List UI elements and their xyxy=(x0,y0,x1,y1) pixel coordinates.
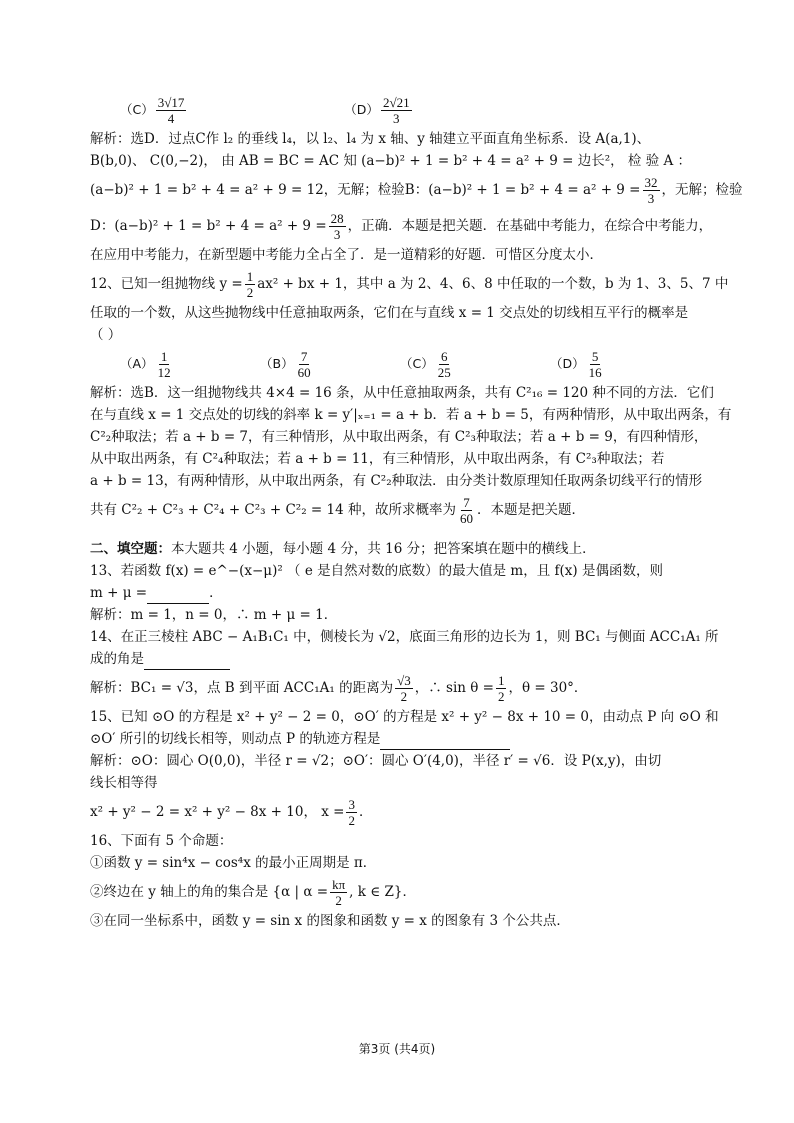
q12-solution-line-2: 在与直线 x = 1 交点处的切线的斜率 k = y′|ₓ₌₁ = a + b．若 a + b = 5，有两种情形，从中取出两条，有 xyxy=(90,407,732,423)
fraction-numerator: 3√17 xyxy=(157,94,185,110)
text: ax² + bx + 1，其中 a 为 2、4、6、8 中任取的一个数，b 为 1、3、5、7 中 xyxy=(257,276,729,292)
q11-solution-line-1: 解析：选D．过点C作 l₂ 的垂线 l₄，以 l₂、l₄ 为 x 轴、y 轴建立平面直角坐标系．设 A(a,1)、 xyxy=(90,131,651,147)
q12-solution-line-3: C²₂种取法；若 a + b = 7，有三种情形，从中取出两条，有 C²₃种取法；若 a + b = 9，有四种情形， xyxy=(90,429,708,445)
text: (a−b)² + 1 = b² + 4 = a² + 9 = 12，无解；检验B：(a−b)² + 1 = b² + 4 = a² + 9 = xyxy=(90,182,641,198)
fraction-denominator: 2 xyxy=(400,689,408,704)
q11-solution-line-3 xyxy=(90,172,743,208)
fraction xyxy=(436,349,453,380)
option-label: （B） xyxy=(260,356,294,371)
q14-stem-line-1: 14、在正三棱柱 ABC − A₁B₁C₁ 中，侧棱长为 √2，底面三角形的边长为 1，则 BC₁ 与侧面 ACC₁A₁ 所 xyxy=(90,629,719,645)
text: ．本题是把关题． xyxy=(477,502,585,518)
fraction-numerator: 3 xyxy=(348,797,355,812)
fraction-denominator: 2 xyxy=(335,893,342,908)
q12-option-b xyxy=(260,346,400,382)
option-label: （C） xyxy=(400,356,434,371)
text: ，无解；检验 xyxy=(661,182,743,198)
q12-option-d xyxy=(550,346,606,382)
fraction-numerator: 7 xyxy=(463,495,470,510)
q14-stem-line-2 xyxy=(90,648,710,670)
fraction xyxy=(296,349,313,380)
fraction-numerator: 28 xyxy=(330,211,344,226)
fraction xyxy=(395,673,413,704)
fraction-denominator: 12 xyxy=(157,364,171,380)
q15-stem-line-1: 15、已知 ⊙O 的方程是 x² + y² − 2 = 0，⊙O′ 的方程是 x² + y² − 8x + 10 = 0，由动点 P 向 ⊙O 和 xyxy=(90,709,719,725)
q16-stem: 16、下面有 5 个命题： xyxy=(90,833,233,849)
option-label: （A） xyxy=(120,356,154,371)
fraction xyxy=(156,95,187,126)
page-content xyxy=(90,92,743,932)
fraction xyxy=(330,877,347,908)
text: x² + y² − 2 = x² + y² − 8x + 10， x = xyxy=(90,804,345,820)
q12-option-a xyxy=(120,346,260,382)
fraction xyxy=(245,269,256,300)
fraction xyxy=(458,495,475,526)
q12-solution-line-6 xyxy=(90,492,710,528)
q12-stem-line-1 xyxy=(90,266,729,302)
text: , k ∈ Z}． xyxy=(349,884,416,900)
fraction-numerator: 1 xyxy=(497,673,505,688)
q11-solution-line-5: 在应用中考能力，在新型题中考能力全占全了．是一道精彩的好题．可惜区分度太小． xyxy=(90,247,603,263)
fraction-denominator: 3 xyxy=(393,110,400,126)
text: 解析：BC₁ = √3，点 B 到平面 ACC₁A₁ 的距离为 xyxy=(90,680,394,696)
q12-option-c xyxy=(400,346,550,382)
fraction xyxy=(496,673,507,704)
fraction-denominator: 3 xyxy=(333,227,341,242)
section-title: 二、填空题： xyxy=(90,541,171,557)
text: ． xyxy=(358,804,373,820)
fraction-denominator: 2 xyxy=(348,813,355,828)
text: ，θ = 30°． xyxy=(508,680,588,696)
fraction xyxy=(329,211,346,242)
fraction-numerator: 2√21 xyxy=(382,94,410,110)
q15-stem-line-2 xyxy=(90,728,710,750)
fraction-numerator: 32 xyxy=(644,175,658,190)
fraction-numerator: √3 xyxy=(397,673,411,688)
fraction-numerator: 5 xyxy=(591,348,599,364)
q13-solution: 解析：m = 1，n = 0，∴ m + μ = 1． xyxy=(90,607,338,623)
q14-solution xyxy=(90,670,710,706)
option-label: （C） xyxy=(120,102,154,117)
fraction xyxy=(643,175,660,206)
q16-proposition-1: ①函数 y = sin⁴x − cos⁴x 的最小正周期是 π． xyxy=(90,855,377,871)
text: ⊙O′ 所引的切线长相等，则动点 P 的轨迹方程是 xyxy=(90,731,381,747)
q11-option-d xyxy=(344,92,413,128)
fraction-numerator: 1 xyxy=(246,269,254,284)
q15-solution-line-1: 解析：⊙O：圆心 O(0,0)，半径 r = √2；⊙O′：圆心 O′(4,0)，半径 r′ = √6．设 P(x,y)，由切 xyxy=(90,753,662,769)
q12-options xyxy=(120,346,710,382)
text: 12、已知一组抛物线 y = xyxy=(90,276,243,292)
fraction-denominator: 2 xyxy=(497,689,505,704)
fraction-numerator: 7 xyxy=(300,348,308,364)
section-instructions: 本大题共 4 小题，每小题 4 分，共 16 分；把答案填在题中的横线上． xyxy=(171,541,596,557)
text: ，正确．本题是把关题．在基础中考能力，在综合中考能力， xyxy=(347,218,713,234)
fraction-denominator: 3 xyxy=(647,191,655,206)
text: 共有 C²₂ + C²₃ + C²₄ + C²₃ + C²₂ = 14 种，故所求概率为 xyxy=(90,502,456,518)
q11-solution-line-2: B(b,0)、 C(0,−2)， 由 AB = BC = AC 知 (a−b)² + 1 = b² + 4 = a² + 9 = 边长²， 检 验 A ： xyxy=(90,153,692,169)
fraction xyxy=(156,349,173,380)
q11-option-c xyxy=(120,92,340,128)
q12-stem-line-2: 任取的一个数，从这些抛物线中任意抽取两条，它们在与直线 x = 1 交点处的切线相互平行的概率是 xyxy=(90,305,689,321)
fraction-numerator: kπ xyxy=(332,877,346,892)
q16-proposition-3: ③在同一坐标系中，函数 y = sin x 的图象和函数 y = x 的图象有 3 个公共点． xyxy=(90,913,570,929)
fraction-denominator: 4 xyxy=(167,110,175,126)
q13-stem-line-2 xyxy=(90,582,710,604)
fraction-denominator: 60 xyxy=(297,364,311,380)
text: D：(a−b)² + 1 = b² + 4 = a² + 9 = xyxy=(90,218,327,234)
option-label: （D） xyxy=(550,356,585,371)
q11-options xyxy=(120,92,710,128)
q15-solution-line-3 xyxy=(90,794,710,830)
q12-solution-line-1: 解析：选B．这一组抛物线共 4×4 = 16 条，从中任意抽取两条，共有 C²₁₆ = 120 种不同的方法．它们 xyxy=(90,385,714,401)
text: m + μ = xyxy=(90,585,148,601)
q12-solution-line-4: 从中取出两条，有 C²₄种取法；若 a + b = 11，有三种情形，从中取出两条，有 C²₃种取法；若 xyxy=(90,451,665,467)
text: ，∴ sin θ = xyxy=(414,680,494,696)
q11-solution-line-4 xyxy=(90,208,713,244)
fraction-denominator: 2 xyxy=(246,285,254,300)
q15-solution-line-2: 线长相等得 xyxy=(90,775,158,791)
q16-proposition-2 xyxy=(90,874,710,910)
page-footer: 第3页 (共4页) xyxy=(358,1042,436,1056)
text: 成的角是 xyxy=(90,651,144,667)
text: ． xyxy=(209,585,223,601)
q12-solution-line-5: a + b = 13，有两种情形，从中取出两条，有 C²₂种取法．由分类计数原理知任取两条切线平行的情形 xyxy=(90,473,703,489)
fraction-denominator: 25 xyxy=(437,364,451,380)
fraction xyxy=(381,95,412,126)
section-heading xyxy=(90,538,710,560)
text: ②终边在 y 轴上的角的集合是 {α | α = xyxy=(90,884,329,900)
option-label: （D） xyxy=(344,102,379,117)
fraction-denominator: 60 xyxy=(460,511,473,526)
fraction xyxy=(346,797,357,828)
fraction-denominator: 16 xyxy=(588,364,602,380)
fraction-numerator: 6 xyxy=(440,348,448,364)
fraction-numerator: 1 xyxy=(160,348,168,364)
q12-stem-line-3: （ ） xyxy=(90,327,122,343)
fraction xyxy=(587,349,604,380)
q13-stem-line-1: 13、若函数 f(x) = e^−(x−μ)² （ e 是自然对数的底数）的最大值是 m，且 f(x) 是偶函数，则 xyxy=(90,563,663,579)
